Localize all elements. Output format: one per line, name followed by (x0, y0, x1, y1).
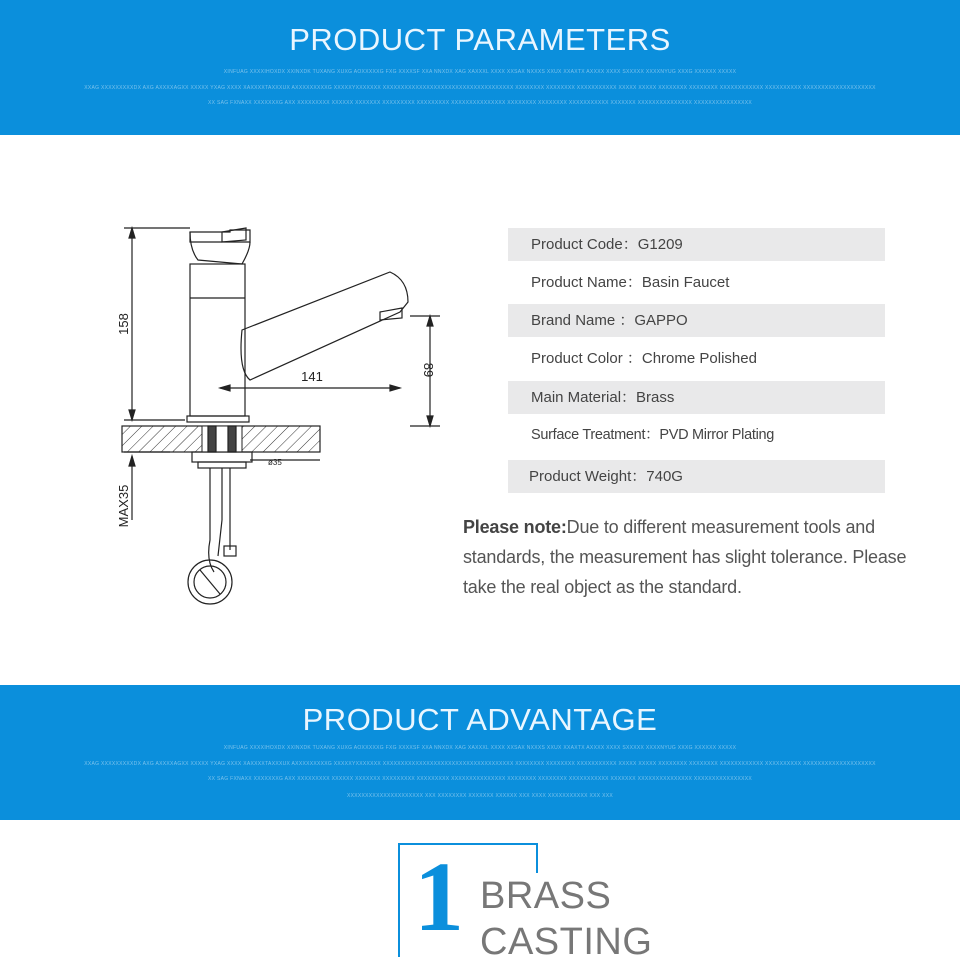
param-value: PVD Mirror Plating (659, 427, 775, 443)
advantage-microtext-3: XX SAG FXNAXX XXXXXXXG AXX XXXXXXXXX XXXXXX XXXXXXX XXXXXXXXX XXXXXXXXX XXXXXXXXXXXXXXX XXXXXXXX XXXXXXXX XXXXXXXXXXX XXXXXXX XXXXXXXXXXXXXXX XXXXXXXXXXXXXXXX (207, 776, 753, 782)
feature-heading (398, 841, 698, 963)
param-value: Basin Faucet (641, 274, 730, 291)
dim-max-label: MAX35 (116, 484, 131, 528)
header-microtext-3: XX SAG FXNAXX XXXXXXXG AXX XXXXXXXXX XXXXXX XXXXXXX XXXXXXXXX XXXXXXXXX XXXXXXXXXXXXXXX XXXXXXXX XXXXXXXX XXXXXXXXXXX XXXXXXX XXXXXXXXXXXXXXX XXXXXXXXXXXXXXXX (207, 100, 753, 106)
feature-title-line2: CASTING (480, 921, 653, 963)
dim-reach-label: 141 (301, 369, 323, 384)
param-key: Brand Name ： (531, 312, 635, 329)
parameter-table (508, 228, 885, 498)
note-text: Due to different measurement tools and standards, the measurement has slight tolerance. Please take the real object as the standard. (463, 517, 907, 597)
feature-title-line1: BRASS (480, 875, 612, 917)
param-key: Product Weight： (529, 468, 647, 485)
header-banner (0, 0, 960, 135)
note-label: Please note: (463, 517, 567, 537)
feature-title (478, 873, 652, 965)
param-value: G1209 (637, 236, 683, 253)
dim-height-label: 158 (116, 313, 131, 335)
feature-number: 1 (414, 841, 464, 952)
param-row-weight (508, 460, 885, 493)
param-row-surface (508, 419, 885, 452)
param-key: Product Color ： (531, 350, 642, 367)
param-value: Brass (636, 389, 675, 406)
param-row-code (508, 228, 885, 261)
param-value: Chrome Polished (641, 350, 757, 367)
advantage-microtext-2: XXAG XXXXXXXXXDX AXG AXXXXAGXX XXXXX YXAG XXXX XAXXXXTAXXXUX AXXXXXXXXXG XXXXXYXXXXXXX XXXXXXXXXXXXXXXXXXXXXXXXXXXXXXXXXXXX XXXXXXXX XXXXXXXX XXXXXXXXXXX XXXXX XXXXX XXXXXXXX XXXXXXXX XXXXXXXXXXXX XXXXXXXXXX XXXXXXXXXXXXXXXXXXXX (84, 761, 876, 767)
param-key: Product Name： (531, 274, 642, 291)
advantage-microtext-1: XINFUAG XXXXIHOXDX XXINXDK TUXANG XUXG AOXXXXXG FXG XXXXSF XXA NNXDX XAG XAXXXL XXXX XXSAX NXXXS XXUX XXAXTX AXXXX XXXX SXXXXX XXXXNYUG XXXG XXXXXX XXXXX (223, 745, 737, 751)
measurement-note (463, 512, 933, 602)
param-row-color (508, 342, 885, 375)
param-key: Surface Treatment： (531, 427, 660, 443)
param-key: Product Code： (531, 236, 638, 253)
dim-spout-label: 89 (421, 362, 436, 378)
header-microtext-2: XXAG XXXXXXXXXDX AXG AXXXXAGXX XXXXX YXAG XXXX XAXXXXTAXXXUX AXXXXXXXXXG XXXXXYXXXXXXX XXXXXXXXXXXXXXXXXXXXXXXXXXXXXXXXXXXX XXXXXXXX XXXXXXXX XXXXXXXXXXX XXXXX XXXXX XXXXXXXX XXXXXXXX XXXXXXXXXXXX XXXXXXXXXX XXXXXXXXXXXXXXXXXXXX (84, 85, 876, 91)
param-value: 740G (646, 468, 683, 485)
faucet-technical-drawing (110, 220, 450, 610)
header-title: PRODUCT PARAMETERS (289, 22, 671, 57)
param-row-brand (508, 304, 885, 337)
dim-hole-label: ø35 (268, 458, 282, 467)
param-row-name (508, 266, 885, 299)
param-row-material (508, 381, 885, 414)
advantage-microtext-4: XXXXXXXXXXXXXXXXXXXXX XXX XXXXXXXX XXXXXXX XXXXXX XXX XXXX XXXXXXXXXXX XXX XXX (346, 793, 613, 799)
advantage-title: PRODUCT ADVANTAGE (302, 702, 658, 737)
param-value: GAPPO (634, 312, 688, 329)
header-microtext-1: XINFUAG XXXXIHOXDX XXINXDK TUXANG XUXG AOXXXXXG FXG XXXXSF XXA NNXDX XAG XAXXXL XXXX XXSAX NXXXS XXUX XXAXTX AXXXX XXXX SXXXXX XXXXNYUG XXXG XXXXXX XXXXX (223, 69, 737, 75)
param-key: Main Material： (531, 389, 637, 406)
advantage-banner (0, 685, 960, 820)
